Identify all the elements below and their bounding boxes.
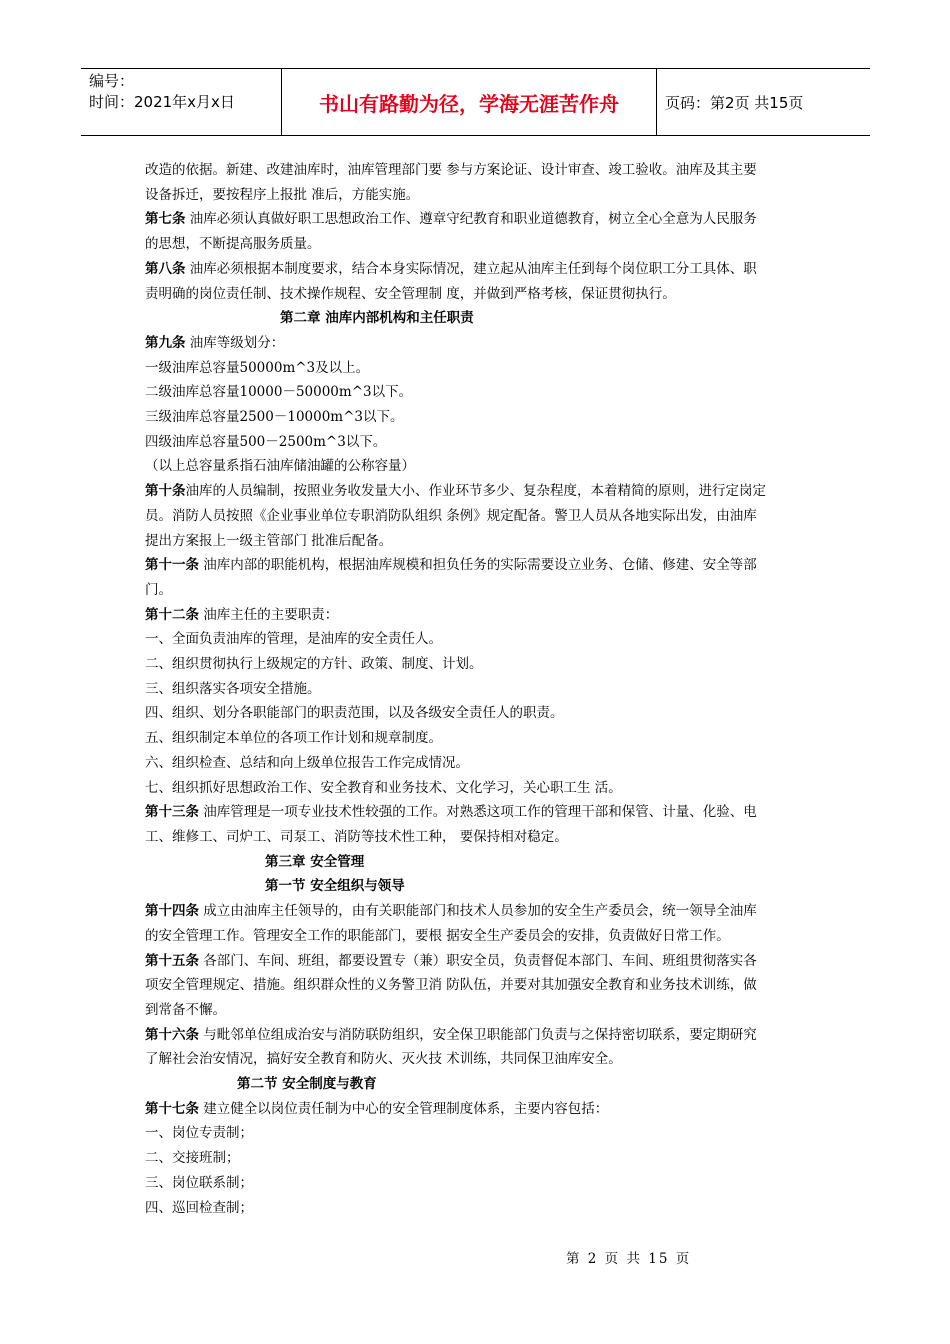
article-9 [145,331,810,356]
page-footer: 第 2 页 共 15 页 [566,1251,692,1267]
duty-item: 四、组织、划分各职能部门的职责范围，以及各级安全责任人的职责。 [145,705,564,722]
text-line: 门。 [145,581,172,598]
article-7 [145,207,810,232]
duty-item: 三、组织落实各项安全措施。 [145,680,321,697]
document-body [145,158,810,1220]
article-text: 油库必须根据本制度要求，结合本身实际情况，建立起从油库主任到每个岗位职工分工具体、职 [185,260,757,277]
article-title: 第十五条 [145,952,199,969]
text-line: 设备拆迁，要按程序上报批 准后，方能实施。 [145,186,420,203]
article-title: 第十七条 [145,1100,199,1117]
page-header [81,68,870,136]
grade-3: 三级油库总容量2500－10000m^3以下。 [145,409,404,426]
system-item: 四、巡回检查制； [145,1199,253,1216]
article-15 [145,949,810,974]
article-text: 建立健全以岗位责任制为中心的安全管理制度体系，主要内容包括： [199,1100,609,1117]
text-line: 员。消防人员按照《企业事业单位专职消防队组织 条例》规定配备。警卫人员从各地实际出发，由油库 [145,507,757,524]
text-line: 到常备不懈。 [145,1001,226,1018]
grade-note: （以上总容量系指石油库储油罐的公称容量） [145,458,415,475]
article-text: 油库等级划分： [185,334,285,351]
section-2-heading: 第二节 安全制度与教育 [237,1076,377,1093]
text-line: 项安全管理规定、措施。组织群众性的义务警卫消 防队伍，并要对其加强安全教育和业务技术训练，做 [145,977,757,994]
article-title: 第十四条 [145,903,199,920]
article-title: 第十条 [145,483,186,500]
article-title: 第十二条 [145,606,199,623]
article-text: 油库内部的职能机构，根据油库规模和担负任务的实际需要设立业务、仓储、修建、安全等部 [199,557,757,574]
text-line: 了解社会治安情况，搞好安全教育和防火、灭火技 术训练，共同保卫油库安全。 [145,1051,622,1068]
grade-1: 一级油库总容量50000m^3及以上。 [145,359,370,376]
system-item: 一、岗位专责制； [145,1125,253,1142]
article-12 [145,603,810,628]
header-meta [81,69,282,135]
system-item: 三、岗位联系制； [145,1174,253,1191]
article-17 [145,1097,810,1122]
header-page-info: 页码：第2页 共15页 [665,93,804,112]
duty-item: 六、组织检查、总结和向上级单位报告工作完成情况。 [145,754,469,771]
article-8 [145,257,810,282]
text-line: 提出方案报上一级主管部门 批准后配备。 [145,532,393,549]
section-1-heading: 第一节 安全组织与领导 [265,878,405,895]
article-text: 成立由油库主任领导的，由有关职能部门和技术人员参加的安全生产委员会，统一领导全油库 [199,903,757,920]
duty-item: 二、组织贯彻执行上级规定的方针、政策、制度、计划。 [145,656,483,673]
article-10 [145,479,810,504]
article-text: 油库必须认真做好职工思想政治工作、遵章守纪教育和职业道德教育，树立全心全意为人民服务 [185,211,757,228]
grade-2: 二级油库总容量10000－50000m^3以下。 [145,384,413,401]
article-13 [145,800,810,825]
article-title: 第七条 [145,211,186,228]
duty-item: 一、全面负责油库的管理，是油库的安全责任人。 [145,631,442,648]
text-line: 的思想，不断提高服务质量。 [145,236,321,253]
text-line: 的安全管理工作。管理安全工作的职能部门，要根 据安全生产委员会的安排，负责做好日常工作。 [145,927,730,944]
time-label: 时间：2021年x月x日 [89,93,235,111]
chapter-3-heading: 第三章 安全管理 [265,853,365,870]
article-11 [145,553,810,578]
article-text: 油库主任的主要职责： [199,606,339,623]
article-title: 第九条 [145,334,186,351]
article-title: 第十一条 [145,557,199,574]
article-text: 油库的人员编制，按照业务收发量大小、作业环节多少、复杂程度，本着精简的原则，进行定岗定 [185,483,766,500]
chapter-2-heading: 第二章 油库内部机构和主任职责 [280,310,474,327]
article-title: 第十三条 [145,804,199,821]
article-14 [145,899,810,924]
grade-4: 四级油库总容量500－2500m^3以下。 [145,433,387,450]
header-motto: 书山有路勤为径，学海无涯苦作舟 [282,69,657,135]
system-item: 二、交接班制； [145,1150,240,1167]
article-16 [145,1023,810,1048]
text-line: 工、维修工、司炉工、司泵工、消防等技术性工种， 要保持相对稳定。 [145,828,568,845]
article-text: 与毗邻单位组成治安与消防联防组织，安全保卫职能部门负责与之保持密切联系，要定期研究 [199,1026,757,1043]
article-text: 油库管理是一项专业技术性较强的工作。对熟悉这项工作的管理干部和保管、计量、化验、电 [199,804,757,821]
article-title: 第八条 [145,260,186,277]
article-title: 第十六条 [145,1026,199,1043]
duty-item: 七、组织抓好思想政治工作、安全教育和业务技术、文化学习，关心职工生 活。 [145,779,622,796]
duty-item: 五、组织制定本单位的各项工作计划和规章制度。 [145,730,442,747]
article-text: 各部门、车间、班组，都要设置专（兼）职安全员，负责督促本部门、车间、班组贯彻落实各 [199,952,757,969]
text-line: 责明确的岗位责任制、技术操作规程、安全管理制 度，并做到严格考核，保证贯彻执行。 [145,285,676,302]
text-line: 改造的依据。新建、改建油库时，油库管理部门要 参与方案论证、设计审查、竣工验收。油库及其主要 [145,162,757,178]
number-label: 编号： [89,72,135,90]
